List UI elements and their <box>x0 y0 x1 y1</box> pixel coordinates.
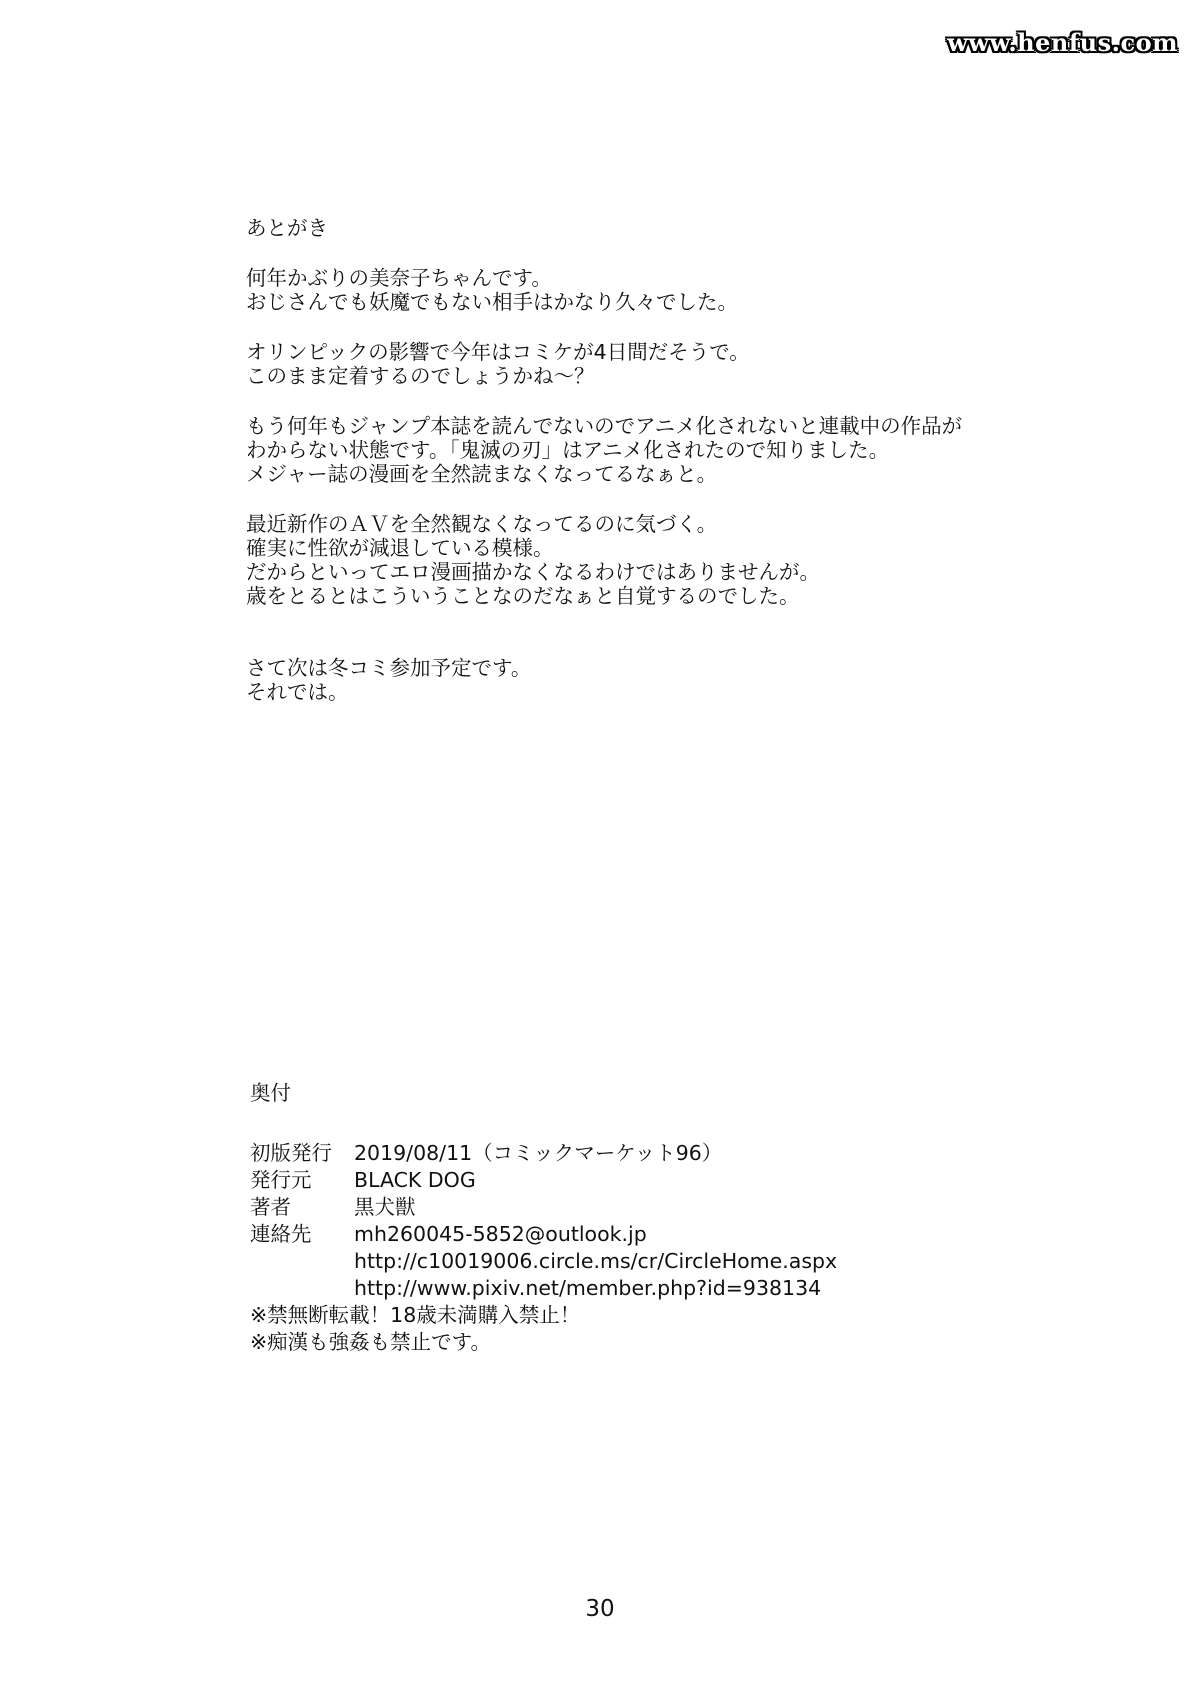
colophon-row-first-edition <box>250 1140 1050 1167</box>
text-line: 最近新作のＡＶを全然観なくなってるのに気づく。 <box>246 512 718 536</box>
text-line: メジャー誌の漫画を全然読まなくなってるなぁと。 <box>246 462 718 486</box>
colophon-value: 2019/08/11（コミックマーケット96） <box>354 1141 723 1165</box>
circle-url: http://c10019006.circle.ms/cr/CircleHome.aspx <box>354 1249 838 1273</box>
colophon-key <box>250 1275 354 1302</box>
notice-text: ※禁無断転載！18歳未満購入禁止！ <box>250 1303 581 1327</box>
colophon-row-publisher <box>250 1167 1050 1194</box>
text-line: さて次は冬コミ参加予定です。 <box>246 656 532 680</box>
colophon-row-author <box>250 1194 1050 1221</box>
text-line: だからといってエロ漫画描かなくなるわけではありませんが。 <box>246 560 820 584</box>
text-line: それでは。 <box>246 680 349 704</box>
colophon-notes <box>250 1302 1050 1356</box>
colophon-row-url <box>250 1248 1050 1275</box>
colophon-value: BLACK DOG <box>354 1168 476 1192</box>
colophon-key: 初版発行 <box>250 1141 332 1165</box>
watermark-text: www.henfus.com <box>947 28 1178 57</box>
contact-email: mh260045-5852@outlook.jp <box>354 1222 647 1246</box>
afterword-paragraph <box>246 340 1066 388</box>
text-line: このまま定着するのでしょうかね～？ <box>246 364 595 388</box>
text-line: おじさんでも妖魔でもない相手はかなり久々でした。 <box>246 290 738 314</box>
colophon-key: 連絡先 <box>250 1222 312 1246</box>
text-line: わからない状態です。「鬼滅の刃」はアニメ化されたので知りました。 <box>246 438 890 462</box>
afterword-paragraph <box>246 266 1066 314</box>
afterword-paragraph <box>246 512 1066 608</box>
notice-text: ※痴漢も強姦も禁止です。 <box>250 1330 492 1354</box>
afterword-paragraph <box>246 656 1066 704</box>
colophon-section <box>250 1080 1050 1356</box>
text-line: もう何年もジャンプ本誌を読んでないのでアニメ化されないと連載中の作品が <box>246 414 963 438</box>
afterword-section <box>246 216 1066 730</box>
text-line: 何年かぶりの美奈子ちゃんです。 <box>246 266 552 290</box>
afterword-heading: あとがき <box>246 216 328 240</box>
colophon-value: 黒犬獣 <box>354 1195 416 1219</box>
afterword-paragraph <box>246 414 1066 486</box>
pixiv-url: http://www.pixiv.net/member.php?id=938134 <box>354 1276 822 1300</box>
text-line: 確実に性欲が減退している模様。 <box>246 536 554 560</box>
text-line: 歳をとるとはこういうことなのだなぁと自覚するのでした。 <box>246 584 800 608</box>
colophon-row-contact <box>250 1221 1050 1248</box>
colophon-row-url <box>250 1275 1050 1302</box>
text-line: オリンピックの影響で今年はコミケが4日間だそうで。 <box>246 340 750 364</box>
colophon-heading: 奥付 <box>250 1081 291 1105</box>
colophon-key: 発行元 <box>250 1168 312 1192</box>
page-number: 30 <box>585 1596 615 1622</box>
colophon-key: 著者 <box>250 1195 291 1219</box>
colophon-key <box>250 1248 354 1275</box>
